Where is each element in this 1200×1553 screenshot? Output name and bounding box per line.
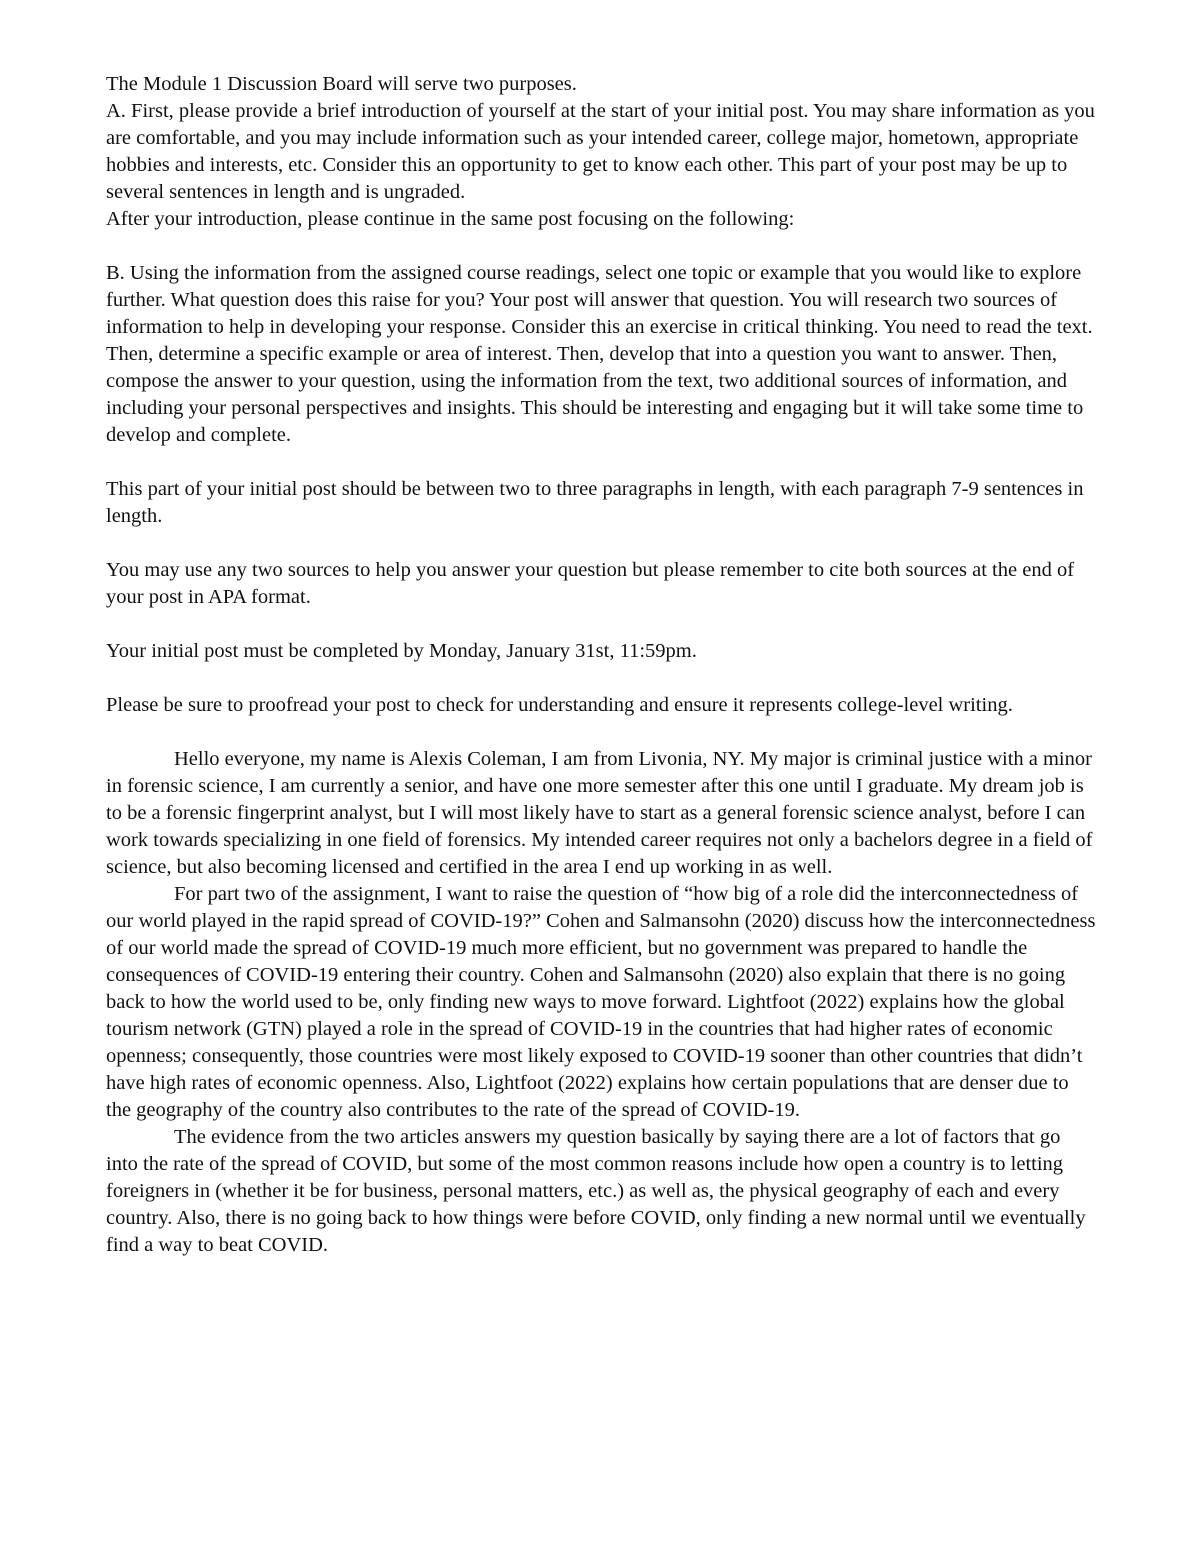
prompt-part-a: A. First, please provide a brief introduction of yourself at the start of your initial post. You may share information as you are comfortable, and you may include information such as your intended career, college major, hometown, appropriate hobbies and interests, etc. Consider this an opportunity to get to know each other. This part of your post may be up to several sentences in length and is ungraded. [106, 100, 1095, 203]
document-body [106, 71, 1096, 1259]
prompt-deadline: Your initial post must be completed by Monday, January 31st, 11:59pm. [106, 640, 697, 662]
prompt-length-requirement: This part of your initial post should be between two to three paragraphs in length, with each paragraph 7-9 sentences in length. [106, 478, 1084, 527]
response-paragraph-2: For part two of the assignment, I want to raise the question of “how big of a role did the interconnectedness of our world played in the rapid spread of COVID-19?” Cohen and Salmansohn (2020) discuss how the interconnectedness of our world made the spread of COVID-19 much more efficient, but no government was prepared to handle the consequences of COVID-19 entering their country. Cohen and Salmansohn (2020) also explain that there is no going back to how the world used to be, only finding new ways to move forward. Lightfoot (2022) explains how the global tourism network (GTN) played a role in the spread of COVID-19 in the countries that had higher rates of economic openness; consequently, those countries were most likely exposed to COVID-19 sooner than other countries that didn’t have high rates of economic openness. Also, Lightfoot (2022) explains how certain populations that are denser due to the geography of the country also contributes to the rate of the spread of COVID-19. [106, 883, 1096, 1121]
prompt-part-b: B. Using the information from the assigned course readings, select one topic or example that you would like to explore further. What question does this raise for you? Your post will answer that question. You will research two sources of information to help in developing your response. Consider this an exercise in critical thinking. You need to read the text. Then, determine a specific example or area of interest. Then, develop that into a question you want to answer. Then, compose the answer to your question, using the information from the text, two additional sources of information, and including your personal perspectives and insights. This should be interesting and engaging but it will take some time to develop and complete. [106, 262, 1093, 446]
response-paragraph-1: Hello everyone, my name is Alexis Coleman, I am from Livonia, NY. My major is criminal justice with a minor in forensic science, I am currently a senior, and have one more semester after this one until I graduate. My dream job is to be a forensic fingerprint analyst, but I will most likely have to start as a general forensic science analyst, before I can work towards specializing in one field of forensics. My intended career requires not only a bachelors degree in a field of science, but also becoming licensed and certified in the area I end up working in as well. [106, 748, 1093, 878]
prompt-after-intro: After your introduction, please continue in the same post focusing on the following: [106, 208, 795, 230]
prompt-intro-line: The Module 1 Discussion Board will serve two purposes. [106, 73, 577, 95]
response-paragraph-3: The evidence from the two articles answers my question basically by saying there are a lot of factors that go into the rate of the spread of COVID, but some of the most common reasons include how open a country is to letting foreigners in (whether it be for business, personal matters, etc.) as well as, the physical geography of each and every country. Also, there is no going back to how things were before COVID, only finding a new normal until we eventually find a way to beat COVID. [106, 1126, 1086, 1256]
prompt-proofread: Please be sure to proofread your post to check for understanding and ensure it represents college-level writing. [106, 694, 1013, 716]
prompt-sources-requirement: You may use any two sources to help you answer your question but please remember to cite both sources at the end of your post in APA format. [106, 559, 1075, 608]
